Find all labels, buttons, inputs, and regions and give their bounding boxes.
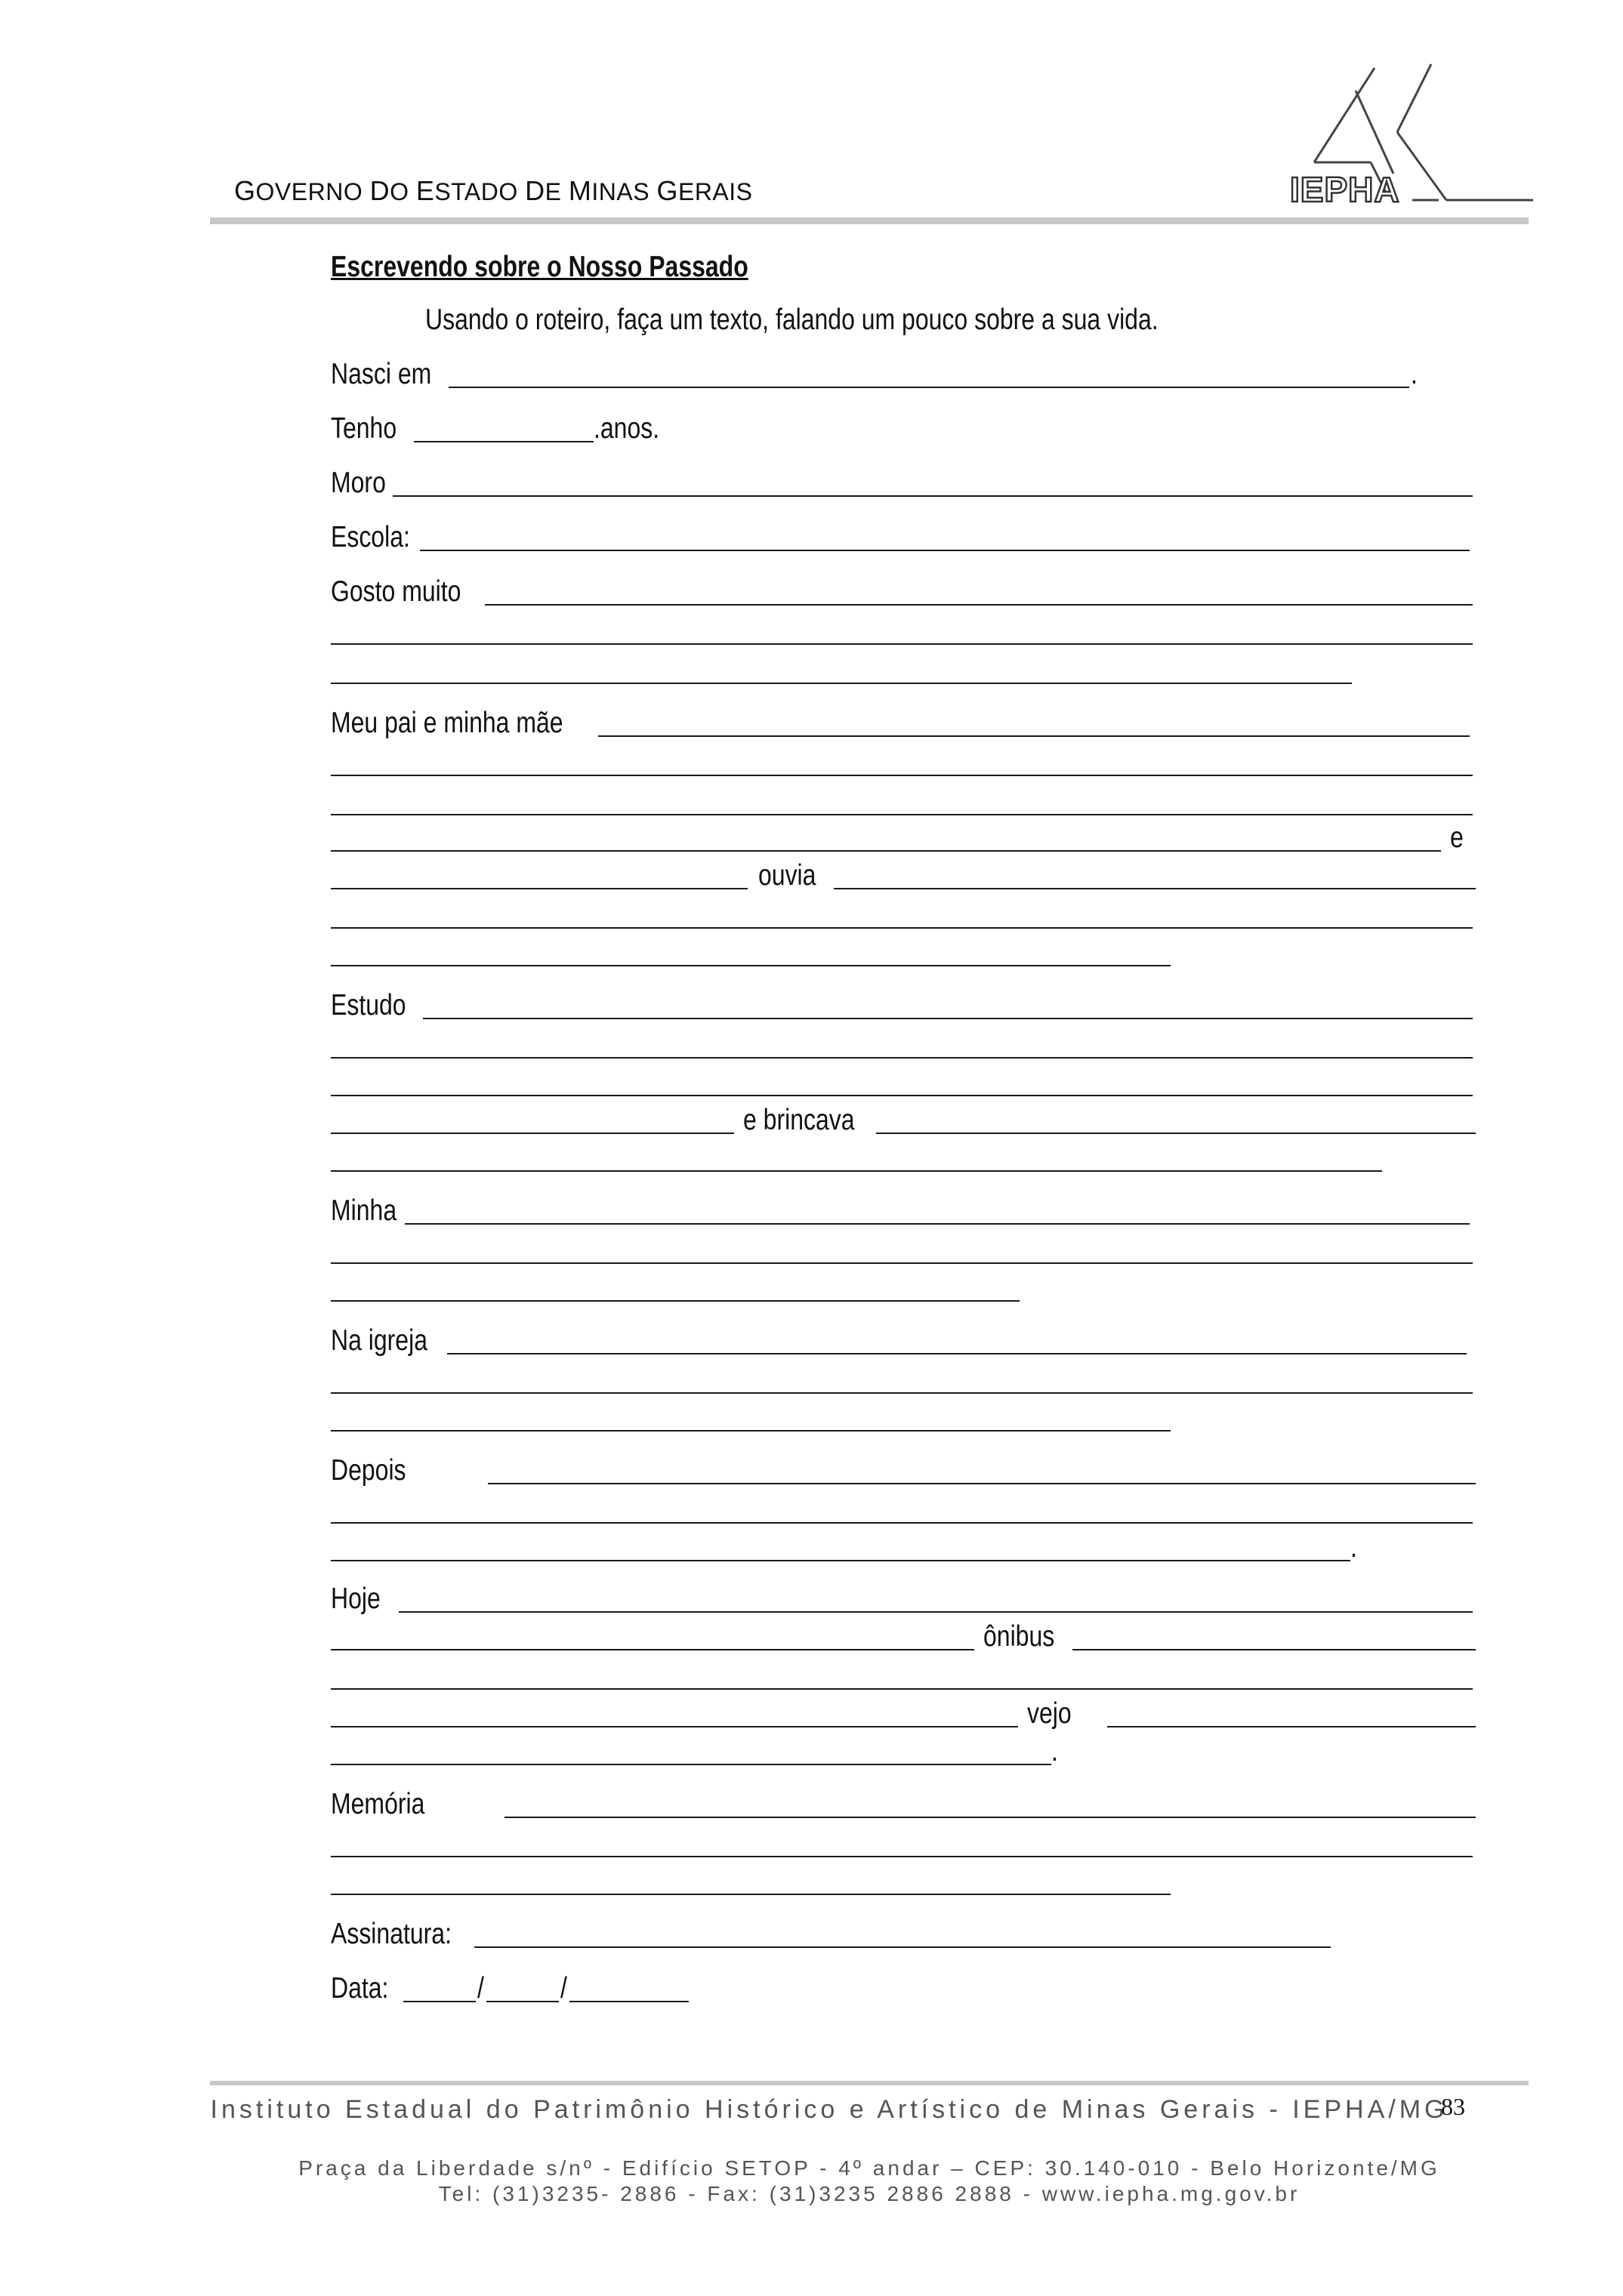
field-data-dia[interactable] (403, 2001, 476, 2002)
field-vejo-2[interactable] (331, 1764, 1051, 1765)
field-brincava[interactable] (876, 1133, 1476, 1134)
header-rule (210, 217, 1529, 224)
field-onibus-2[interactable] (331, 1688, 1473, 1690)
field-minha-2[interactable] (331, 1262, 1473, 1264)
date-slash-1: / (477, 1972, 484, 2005)
field-data-mes[interactable] (486, 2001, 559, 2002)
label-estudo: Estudo (331, 989, 406, 1022)
field-estudo[interactable] (423, 1018, 1473, 1019)
field-minha-3[interactable] (331, 1300, 1020, 1302)
field-depois[interactable] (488, 1483, 1476, 1484)
label-brincava: e brincava (743, 1104, 855, 1136)
field-onibus[interactable] (1072, 1649, 1476, 1650)
label-depois: Depois (331, 1454, 406, 1487)
field-memoria[interactable] (504, 1817, 1476, 1818)
worksheet-heading: Escrevendo sobre o Nosso Passado (331, 251, 748, 283)
field-meu-pai-5[interactable] (331, 888, 748, 889)
field-brincava-2[interactable] (331, 1170, 1382, 1172)
field-estudo-2[interactable] (331, 1057, 1473, 1059)
field-assinatura[interactable] (474, 1946, 1331, 1948)
field-data-ano[interactable] (569, 2001, 689, 2002)
label-hoje: Hoje (331, 1583, 381, 1615)
field-vejo[interactable] (1107, 1726, 1476, 1727)
field-memoria-2[interactable] (331, 1856, 1473, 1857)
field-igreja[interactable] (447, 1353, 1467, 1354)
field-hoje[interactable] (399, 1611, 1473, 1613)
footer-address: Praça da Liberdade s/nº - Edifício SETOP - 4º andar – CEP: 30.140-010 - Belo Horizonte/MG (298, 2156, 1440, 2180)
iepha-logo (1284, 60, 1533, 211)
label-vejo: vejo (1027, 1697, 1072, 1730)
field-gosto-2[interactable] (331, 643, 1473, 645)
label-tenho: Tenho (331, 412, 397, 445)
date-slash-2: / (560, 1972, 567, 2005)
header-org-line: GOVERNO DO ESTADO DE MINAS GERAIS (234, 175, 753, 206)
field-estudo-4[interactable] (331, 1133, 734, 1134)
field-meu-pai-4[interactable] (331, 850, 1441, 852)
label-igreja: Na igreja (331, 1324, 427, 1357)
field-meu-pai-2[interactable] (331, 775, 1473, 776)
field-onibus-3[interactable] (331, 1726, 1018, 1727)
footer-rule (210, 2081, 1529, 2085)
label-data: Data: (331, 1972, 389, 2005)
field-ouvia[interactable] (834, 888, 1476, 889)
page-number: 83 (1441, 2093, 1465, 2120)
label-moro: Moro (331, 467, 386, 499)
field-escola[interactable] (420, 550, 1470, 551)
field-gosto-3[interactable] (331, 683, 1352, 684)
field-ouvia-2[interactable] (331, 927, 1473, 929)
svg-text:IEPHA: IEPHA (1290, 170, 1400, 209)
field-meu-pai-3[interactable] (331, 814, 1473, 815)
punct-vejo: . (1051, 1735, 1058, 1767)
label-assinatura: Assinatura: (331, 1918, 452, 1950)
field-ouvia-3[interactable] (331, 965, 1171, 966)
field-igreja-3[interactable] (331, 1430, 1171, 1432)
field-memoria-3[interactable] (331, 1894, 1171, 1895)
field-hoje-2[interactable] (331, 1649, 974, 1650)
label-memoria: Memória (331, 1788, 425, 1820)
field-nasci[interactable] (449, 387, 1409, 388)
field-gosto[interactable] (485, 604, 1473, 606)
label-e: e (1450, 821, 1464, 854)
label-onibus: ônibus (983, 1620, 1055, 1653)
field-estudo-3[interactable] (331, 1095, 1473, 1096)
field-meu-pai[interactable] (598, 735, 1470, 737)
label-minha: Minha (331, 1194, 397, 1227)
label-meu-pai: Meu pai e minha mãe (331, 707, 563, 739)
field-moro[interactable] (393, 495, 1473, 497)
label-escola: Escola: (331, 521, 410, 553)
label-nasci: Nasci em (331, 358, 432, 390)
field-depois-3[interactable] (331, 1560, 1350, 1561)
field-idade[interactable] (414, 441, 594, 442)
worksheet-instructions: Usando o roteiro, faça um texto, falando um pouco sobre a sua vida. (425, 304, 1159, 336)
footer-contact: Tel: (31)3235- 2886 - Fax: (31)3235 2886 2888 - www.iepha.mg.gov.br (438, 2182, 1301, 2205)
label-anos: .anos. (594, 412, 660, 445)
field-igreja-2[interactable] (331, 1392, 1473, 1394)
field-depois-2[interactable] (331, 1522, 1473, 1524)
label-ouvia: ouvia (758, 859, 816, 892)
footer-institute: Instituto Estadual do Patrimônio Histórico e Artístico de Minas Gerais - IEPHA/MG (210, 2095, 1449, 2124)
punct-nasci: . (1411, 358, 1418, 390)
punct-depois: . (1350, 1531, 1357, 1564)
field-minha[interactable] (405, 1223, 1470, 1225)
label-gosto: Gosto muito (331, 575, 461, 608)
